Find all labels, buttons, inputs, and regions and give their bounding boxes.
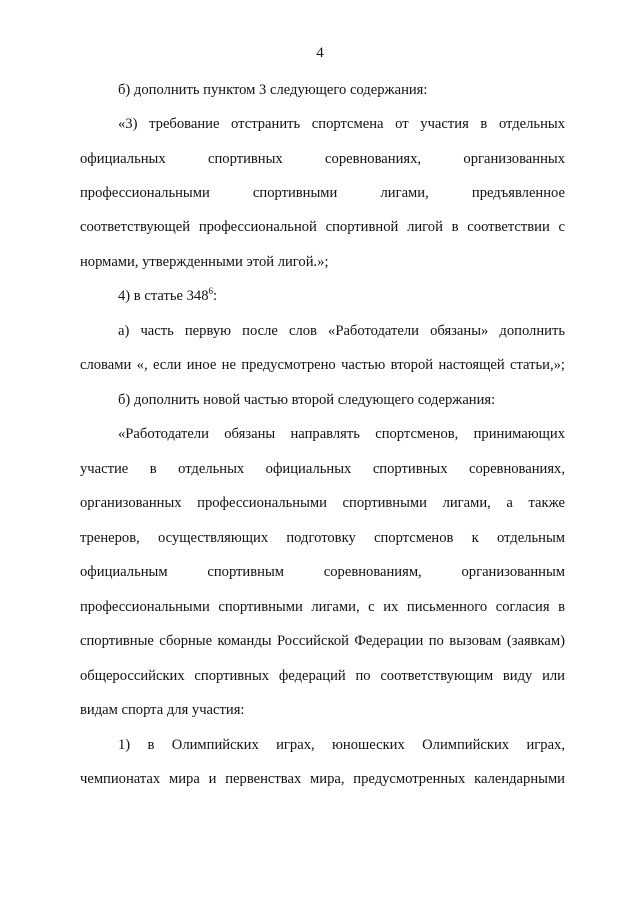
text-line: официальным спортивным соревнованиям, организованным: [80, 564, 565, 580]
text-line: официальных спортивных соревнованиях, организованных: [80, 151, 565, 167]
text-line: «3) требование отстранить спортсмена от участия в отдельных: [118, 116, 565, 132]
article-suffix: :: [213, 288, 218, 304]
text-line: соответствующей профессиональной спортивной лигой в соответствии с: [80, 219, 565, 235]
text-line: организованных профессиональными спортивными лигами, а также: [80, 495, 565, 511]
text-line: 1) в Олимпийских играх, юношеских Олимпийских играх,: [118, 737, 565, 753]
text-line: профессиональными спортивными лигами, предъявленное: [80, 185, 565, 201]
text-line-article: [118, 287, 565, 305]
text-line: спортивные сборные команды Российской Федерации по вызовам (заявкам): [80, 633, 565, 649]
text-line: общероссийских спортивных федераций по соответствующим виду или: [80, 668, 565, 684]
text-line: а) часть первую после слов «Работодатели обязаны» дополнить: [118, 323, 565, 339]
article-text: 4) в статье 348: [118, 288, 209, 304]
text-line: б) дополнить новой частью второй следующего содержания:: [118, 392, 496, 408]
text-line: видам спорта для участия:: [80, 702, 245, 718]
text-line: профессиональными спортивными лигами, с их письменного согласия в: [80, 599, 565, 615]
text-line: «Работодатели обязаны направлять спортсменов, принимающих: [118, 426, 565, 442]
text-line: чемпионатах мира и первенствах мира, предусмотренных календарными: [80, 771, 565, 787]
text-line: участие в отдельных официальных спортивных соревнованиях,: [80, 461, 565, 477]
article-superscript: 6: [208, 286, 214, 297]
text-line: словами «, если иное не предусмотрено частью второй настоящей статьи,»;: [80, 357, 565, 373]
page-number: 4: [316, 45, 324, 61]
text-line: б) дополнить пунктом 3 следующего содержания:: [118, 82, 428, 98]
text-line: нормами, утвержденными этой лигой.»;: [80, 254, 329, 270]
text-line: тренеров, осуществляющих подготовку спортсменов к отдельным: [80, 530, 565, 546]
